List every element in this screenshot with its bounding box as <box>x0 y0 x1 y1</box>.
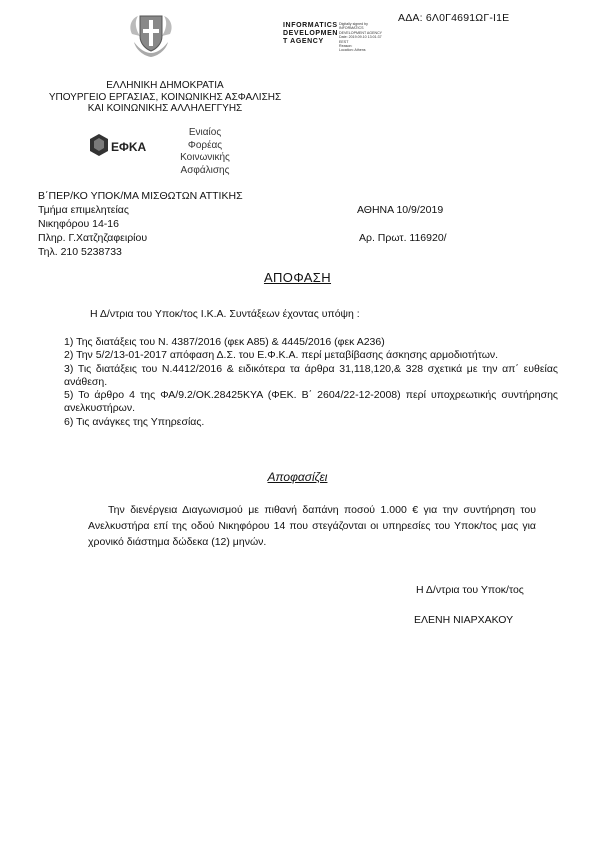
signatory-name: ΕΛΕΝΗ ΝΙΑΡΧΑΚΟΥ <box>414 614 514 626</box>
section: Τμήμα επιμελητείας <box>38 204 129 216</box>
intro-line: Η Δ/ντρια του Υποκ/τος Ι.Κ.Α. Συντάξεων έχοντας υπόψη : <box>90 308 360 320</box>
ada-code: ΑΔΑ: 6Λ0Γ4691ΩΓ-Ι1Ε <box>398 12 510 24</box>
phone: Τηλ. 210 5238733 <box>38 246 122 258</box>
place-date: ΑΘΗΝΑ 10/9/2019 <box>357 204 444 216</box>
digital-signature-stamp <box>283 22 383 53</box>
stamp-fine-print: Digitally signed by INFORMATICS DEVELOPMENT AGENCY Date: 2019.09.10 13:01:37 EEST Reason: Location: Athens <box>339 22 383 53</box>
efka-logo <box>89 133 153 159</box>
stamp-label: INFORMATICS DEVELOPMEN T AGENCY <box>283 22 339 46</box>
decides-heading: Αποφασίζει <box>267 470 328 484</box>
decision-body: Την διενέργεια Διαγωνισμού με πιθανή δαπάνη ποσού 1.000 € για την συντήρηση του Ανελκυστήρα επί της οδού Νικηφόρου 14 που στεγάζονται οι υπηρεσίες του Υποκ/τος μας για χρονικό διάστημα δώδεκα (12) μηνών. <box>88 504 536 548</box>
contact-person: Πληρ. Γ.Χατζηζαφειρίου <box>38 232 148 244</box>
list-item: 3) Τις διατάξεις του Ν.4412/2016 & ειδικότερα τα άρθρα 31,118,120,& 328 σχετικά με την απ΄ ευθείας ανάθεση. <box>64 362 558 388</box>
signatory-role: Η Δ/ντρια του Υποκ/τος <box>416 584 524 596</box>
efka-logo-text: ΕΦΚΑ <box>111 140 147 154</box>
protocol-number: Αρ. Πρωτ. 116920/ <box>359 232 447 244</box>
list-item: 6) Τις ανάγκες της Υπηρεσίας. <box>64 415 205 428</box>
greek-emblem-icon <box>126 12 176 58</box>
list-item: 5) Το άρθρο 4 της ΦΑ/9.2/ΟΚ.28425ΚΥΑ (ΦΕΚ. Β΄ 2604/22-12-2008) περί υποχρεωτικής συντήρησης ανελκυστήρων. <box>64 389 558 415</box>
government-header: ΕΛΛΗΝΙΚΗ ΔΗΜΟΚΡΑΤΙΑ ΥΠΟΥΡΓΕΙΟ ΕΡΓΑΣΙΑΣ, ΚΟΙΝΩΝΙΚΗΣ ΑΣΦΑΛΙΣΗΣ ΚΑΙ ΚΟΙΝΩΝΙΚΗΣ ΑΛΛΗΛΕΓΓΥΗΣ <box>48 80 282 114</box>
department: Β΄ΠΕΡ/ΚΟ ΥΠΟΚ/ΜΑ ΜΙΣΘΩΤΩΝ ΑΤΤΙΚΗΣ <box>38 190 243 202</box>
address: Νικηφόρου 14-16 <box>38 218 119 230</box>
considerations-list <box>64 336 558 429</box>
document-title: ΑΠΟΦΑΣΗ <box>263 270 332 285</box>
list-item: 2) Την 5/2/13-01-2017 απόφαση Δ.Σ. του Ε.Φ.Κ.Α. περί μεταβίβασης άσκησης αρμοδιοτήτων. <box>64 349 499 362</box>
efka-subtitle: Ενιαίος Φορέας Κοινωνικής Ασφάλισης <box>180 127 230 176</box>
list-item: 1) Της διατάξεις του Ν. 4387/2016 (φεκ Α85) & 4445/2016 (φεκ Α236) <box>64 336 385 348</box>
